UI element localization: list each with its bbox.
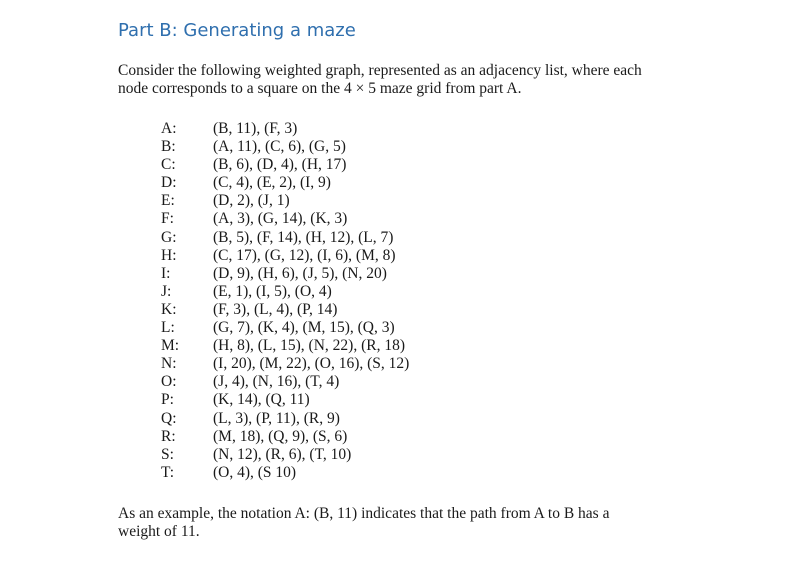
node-label: Q: xyxy=(161,409,177,427)
node-label: S: xyxy=(161,445,174,463)
node-label: G: xyxy=(161,228,177,246)
adjacency-row xyxy=(161,247,409,265)
node-edges: (M, 18), (Q, 9), (S, 6) xyxy=(213,427,348,445)
node-edges: (B, 11), (F, 3) xyxy=(213,120,298,137)
adjacency-row xyxy=(161,391,409,409)
node-edges: (H, 8), (L, 15), (N, 22), (R, 18) xyxy=(213,337,405,355)
node-edges: (G, 7), (K, 4), (M, 15), (Q, 3) xyxy=(213,319,395,337)
node-label: P: xyxy=(161,391,174,409)
example-line: weight of 11. xyxy=(118,523,200,540)
intro-paragraph xyxy=(118,62,718,98)
node-edges: (I, 20), (M, 22), (O, 16), (S, 12) xyxy=(213,355,410,373)
node-label: F: xyxy=(161,210,174,228)
node-label: A: xyxy=(161,120,177,137)
node-label: E: xyxy=(161,192,175,210)
intro-line: node corresponds to a square on the 4 × 5 maze grid from part A. xyxy=(118,80,522,97)
adjacency-row xyxy=(161,265,409,283)
adjacency-list xyxy=(161,120,409,482)
adjacency-row xyxy=(161,229,409,247)
example-paragraph xyxy=(118,505,718,541)
adjacency-row xyxy=(161,319,409,337)
node-edges: (F, 3), (L, 4), (P, 14) xyxy=(213,300,338,318)
node-edges: (D, 9), (H, 6), (J, 5), (N, 20) xyxy=(213,264,387,282)
node-edges: (D, 2), (J, 1) xyxy=(213,192,290,210)
adjacency-row xyxy=(161,373,409,391)
node-label: O: xyxy=(161,373,177,391)
adjacency-row xyxy=(161,355,409,373)
adjacency-row xyxy=(161,192,409,210)
node-label: K: xyxy=(161,300,177,318)
adjacency-row xyxy=(161,410,409,428)
node-label: B: xyxy=(161,138,176,156)
node-label: D: xyxy=(161,174,177,192)
node-label: R: xyxy=(161,427,176,445)
node-edges: (A, 3), (G, 14), (K, 3) xyxy=(213,210,348,228)
node-edges: (A, 11), (C, 6), (G, 5) xyxy=(213,138,346,156)
node-label: I: xyxy=(161,264,171,282)
node-label: T: xyxy=(161,463,175,481)
adjacency-row xyxy=(161,138,409,156)
adjacency-row xyxy=(161,446,409,464)
node-label: J: xyxy=(161,282,172,300)
node-label: C: xyxy=(161,156,176,174)
node-edges: (B, 6), (D, 4), (H, 17) xyxy=(213,156,347,174)
node-edges: (J, 4), (N, 16), (T, 4) xyxy=(213,373,340,391)
intro-line: Consider the following weighted graph, represented as an adjacency list, where each xyxy=(118,62,642,79)
adjacency-row xyxy=(161,464,409,482)
adjacency-row xyxy=(161,428,409,446)
adjacency-row xyxy=(161,337,409,355)
node-edges: (B, 5), (F, 14), (H, 12), (L, 7) xyxy=(213,228,394,246)
node-label: M: xyxy=(161,337,180,355)
adjacency-row xyxy=(161,156,409,174)
node-label: L: xyxy=(161,319,175,337)
adjacency-row xyxy=(161,283,409,301)
adjacency-row xyxy=(161,210,409,228)
node-label: N: xyxy=(161,355,177,373)
node-edges: (K, 14), (Q, 11) xyxy=(213,391,310,409)
node-edges: (C, 4), (E, 2), (I, 9) xyxy=(213,174,331,192)
node-edges: (O, 4), (S 10) xyxy=(213,463,297,481)
adjacency-row xyxy=(161,120,409,138)
section-heading: Part B: Generating a maze xyxy=(118,20,356,41)
node-edges: (L, 3), (P, 11), (R, 9) xyxy=(213,409,340,427)
node-edges: (E, 1), (I, 5), (O, 4) xyxy=(213,282,332,300)
node-label: H: xyxy=(161,246,177,264)
node-edges: (N, 12), (R, 6), (T, 10) xyxy=(213,445,352,463)
example-line: As an example, the notation A: (B, 11) indicates that the path from A to B has a xyxy=(118,505,610,522)
node-edges: (C, 17), (G, 12), (I, 6), (M, 8) xyxy=(213,246,396,264)
adjacency-row xyxy=(161,174,409,192)
adjacency-row xyxy=(161,301,409,319)
